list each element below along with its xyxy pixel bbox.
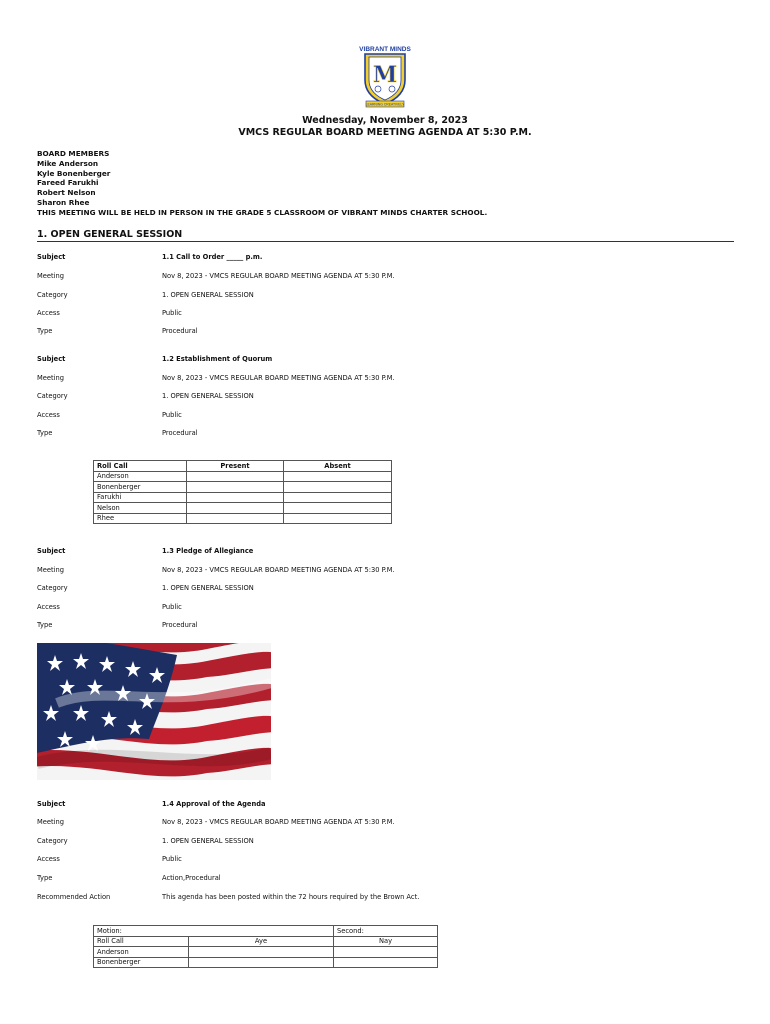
subject-label: Subject [37, 253, 66, 261]
member-name-cell: Anderson [94, 947, 189, 958]
board-member: Fareed Farukhi [37, 178, 99, 188]
meeting-label: Meeting [37, 566, 64, 574]
nay-header: Nay [334, 936, 438, 947]
present-cell[interactable] [187, 471, 284, 482]
subject-value: 1.4 Approval of the Agenda [162, 800, 266, 808]
table-row [94, 471, 392, 482]
table-header-row [94, 936, 438, 947]
table-row [94, 947, 438, 958]
access-value: Public [162, 855, 182, 863]
table-row [94, 957, 438, 968]
access-label: Access [37, 603, 60, 611]
aye-cell[interactable] [189, 957, 334, 968]
board-member: Kyle Bonenberger [37, 168, 111, 178]
subject-value: 1.3 Pledge of Allegiance [162, 547, 254, 555]
subject-label: Subject [37, 800, 66, 808]
quorum-roll-call-table [93, 460, 392, 524]
category-value: 1. OPEN GENERAL SESSION [162, 584, 254, 592]
present-cell[interactable] [187, 482, 284, 493]
table-header-row [94, 461, 392, 472]
aye-cell[interactable] [189, 947, 334, 958]
american-flag-image [37, 643, 271, 780]
present-cell[interactable] [187, 513, 284, 524]
type-label: Type [37, 874, 53, 882]
second-cell[interactable]: Second: [334, 926, 438, 937]
school-logo [357, 44, 413, 110]
board-members-heading: BOARD MEMBERS [37, 149, 110, 158]
meeting-date: Wednesday, November 8, 2023 [302, 115, 468, 126]
category-label: Category [37, 291, 68, 299]
access-value: Public [162, 603, 182, 611]
vote-roll-call-table [93, 925, 438, 968]
aye-header: Aye [189, 936, 334, 947]
subject-label: Subject [37, 547, 66, 555]
table-row [94, 503, 392, 514]
table-row [94, 482, 392, 493]
type-label: Type [37, 327, 53, 335]
agenda-title: VMCS REGULAR BOARD MEETING AGENDA AT 5:30 P.M. [238, 127, 532, 138]
member-name-cell: Nelson [94, 503, 187, 514]
present-cell[interactable] [187, 503, 284, 514]
type-label: Type [37, 429, 53, 437]
board-members-block [37, 149, 487, 218]
motion-cell[interactable]: Motion: [94, 926, 334, 937]
present-cell[interactable] [187, 492, 284, 503]
member-name-cell: Bonenberger [94, 482, 187, 493]
access-value: Public [162, 411, 182, 419]
motion-row [94, 926, 438, 937]
svg-text:M: M [372, 62, 398, 88]
type-label: Type [37, 621, 53, 629]
nay-cell[interactable] [334, 947, 438, 958]
meeting-label: Meeting [37, 818, 64, 826]
svg-text:VIBRANT MINDS: VIBRANT MINDS [359, 46, 411, 53]
table-row [94, 513, 392, 524]
subject-value: 1.2 Establishment of Quorum [162, 355, 273, 363]
absent-cell[interactable] [284, 503, 392, 514]
subject-value: 1.1 Call to Order _____ p.m. [162, 253, 263, 261]
board-member: Sharon Rhee [37, 197, 90, 207]
member-name-cell: Rhee [94, 513, 187, 524]
type-value: Action,Procedural [162, 874, 221, 882]
present-header: Present [187, 461, 284, 472]
meeting-location-note: THIS MEETING WILL BE HELD IN PERSON IN THE GRADE 5 CLASSROOM OF VIBRANT MINDS CHARTER SCHOOL. [37, 207, 488, 217]
category-label: Category [37, 392, 68, 400]
subject-label: Subject [37, 355, 66, 363]
roll-call-header: Roll Call [94, 461, 187, 472]
recommended-action-value: This agenda has been posted within the 72 hours required by the Brown Act. [162, 893, 420, 901]
nay-cell[interactable] [334, 957, 438, 968]
type-value: Procedural [162, 429, 198, 437]
access-label: Access [37, 855, 60, 863]
absent-cell[interactable] [284, 482, 392, 493]
absent-cell[interactable] [284, 471, 392, 482]
type-value: Procedural [162, 621, 198, 629]
recommended-action-label: Recommended Action [37, 893, 111, 901]
board-member: Robert Nelson [37, 188, 96, 198]
svg-text:LEARNING CREATIVELY: LEARNING CREATIVELY [365, 102, 405, 107]
meeting-label: Meeting [37, 374, 64, 382]
table-row [94, 492, 392, 503]
type-value: Procedural [162, 327, 198, 335]
meeting-label: Meeting [37, 272, 64, 280]
category-value: 1. OPEN GENERAL SESSION [162, 291, 254, 299]
meeting-value: Nov 8, 2023 - VMCS REGULAR BOARD MEETING AGENDA AT 5:30 P.M. [162, 272, 395, 280]
meeting-value: Nov 8, 2023 - VMCS REGULAR BOARD MEETING AGENDA AT 5:30 P.M. [162, 374, 395, 382]
access-value: Public [162, 309, 182, 317]
absent-cell[interactable] [284, 513, 392, 524]
access-label: Access [37, 309, 60, 317]
category-value: 1. OPEN GENERAL SESSION [162, 392, 254, 400]
access-label: Access [37, 411, 60, 419]
meeting-value: Nov 8, 2023 - VMCS REGULAR BOARD MEETING AGENDA AT 5:30 P.M. [162, 818, 395, 826]
member-name-cell: Farukhi [94, 492, 187, 503]
category-value: 1. OPEN GENERAL SESSION [162, 837, 254, 845]
member-name-cell: Anderson [94, 471, 187, 482]
category-label: Category [37, 837, 68, 845]
roll-call-header: Roll Call [94, 936, 189, 947]
member-name-cell: Bonenberger [94, 957, 189, 968]
meeting-value: Nov 8, 2023 - VMCS REGULAR BOARD MEETING AGENDA AT 5:30 P.M. [162, 566, 395, 574]
absent-header: Absent [284, 461, 392, 472]
absent-cell[interactable] [284, 492, 392, 503]
category-label: Category [37, 584, 68, 592]
board-member: Mike Anderson [37, 158, 99, 168]
section-heading: 1. OPEN GENERAL SESSION [37, 229, 734, 242]
